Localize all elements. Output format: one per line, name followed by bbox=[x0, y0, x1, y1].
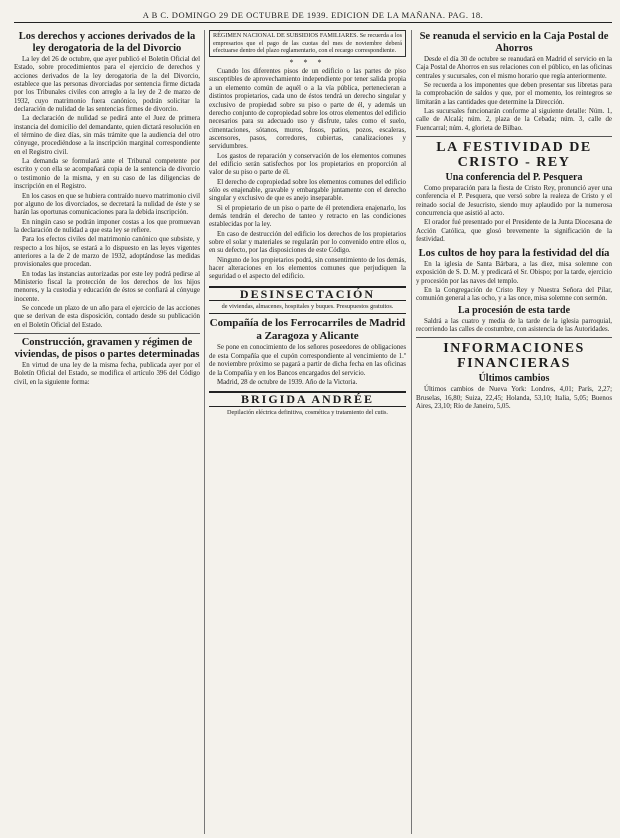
paragraph: En los casos en que se hubiera contraído nuevo matrimonio civil por alguno de los divorciados, se decretará la nulidad de éste y se harán las oportunas comunicaciones para la debida inscripción. bbox=[14, 192, 200, 217]
paragraph: Se pone en conocimiento de los señores poseedores de obligaciones de esta Compañía que el cupón correspondiente al vencimiento de 1.º de noviembre próximo se pagará a partir de dicha fecha en las oficinas de la Compañía y en los Bancos encargados del servicio. bbox=[209, 344, 406, 377]
paragraph: Se concede un plazo de un año para el ejercicio de las acciones que se derivan de esta disposición, contado desde su publicación en el Boletín Oficial del Estado. bbox=[14, 304, 200, 329]
column-rule bbox=[411, 30, 412, 834]
ad-brigida-title: BRIGIDA ANDRÉE bbox=[209, 391, 406, 406]
divider bbox=[416, 337, 612, 338]
column-middle bbox=[209, 28, 406, 834]
column-rule bbox=[204, 30, 205, 834]
headline-cristo-rey: LA FESTIVIDAD DE CRISTO - REY bbox=[436, 140, 592, 171]
headline-procession: La procesión de esta tarde bbox=[457, 304, 571, 316]
headline-financial: INFORMACIONES FINANCIERAS bbox=[443, 341, 585, 372]
paragraph: En ningún caso se podrán imponer costas a los que promuevan la declaración de nulidad a que esta ley se refiere. bbox=[14, 218, 200, 234]
ad-desinsectacion-text: de viviendas, almacenes, hospitales y buques. Presupuestos gratuitos. bbox=[221, 303, 394, 311]
paragraph: Ninguno de los propietarios podrá, sin consentimiento de los demás, hacer alteraciones en los elementos comunes que perjudiquen la seguridad o el aspecto del edificio. bbox=[209, 256, 406, 281]
paragraph: La declaración de nulidad se pedirá ante el Juez de primera instancia del domicilio del demandante, quien dictará resolución en el término de diez días, sin más trámite que la audiencia del otro cónyuge, procediéndose a la inscripción marginal correspondiente en el Registro civil. bbox=[14, 115, 200, 156]
paragraph: En virtud de una ley de la misma fecha, publicada ayer por el Boletín Oficial del Estado, se modifica el artículo 396 del Código civil, en la siguiente forma: bbox=[14, 362, 200, 386]
paragraph: Los gastos de reparación y conservación de los elementos comunes del edificio serán satisfechos por los propietarios en proporción al valor de su piso o parte de él. bbox=[209, 152, 406, 177]
notice-box: RÉGIMEN NACIONAL DE SUBSIDIOS FAMILIARES. Se recuerda a los empresarios que el pago de las cuotas del mes de noviembre deberá efectuarse dentro del plazo reglamentario, con el recargo correspondiente. bbox=[209, 30, 406, 57]
paragraph: La demanda se formulará ante el Tribunal competente por escrito y con ella se acompañará copia de la sentencia de divorcio o testimonio de la misma, y en su caso de las diligencias de inscripción en el Registro. bbox=[14, 158, 200, 191]
column-left bbox=[14, 28, 200, 834]
headline-housing: Construcción, gravamen y régimen de viviendas, de pisos o partes determinadas bbox=[14, 337, 200, 360]
paragraph: Para los efectos civiles del matrimonio canónico que subsiste, y respecto a los hijos, se estará a lo dispuesto en las leyes vigentes anteriores a la de 2 de marzo de 1932, adoptándose las medidas provisionales que procedan. bbox=[14, 236, 200, 269]
headline-postal-savings: Se reanuda el servicio en la Caja Postal de Ahorros bbox=[419, 31, 609, 54]
paragraph: En caso de destrucción del edificio los derechos de los propietarios sobre el solar y materiales se regularán por lo convenido entre ellos o, en su defecto, por las disposiciones de este Código. bbox=[209, 230, 406, 255]
divider bbox=[416, 136, 612, 137]
paragraph: En la iglesia de Santa Bárbara, a las diez, misa solemne con exposición de S. D. M. y predicará el Sr. Obispo; por la tarde, ejercicio y procesión por las naves del templo. bbox=[416, 261, 612, 285]
paragraph: Madrid, 28 de octubre de 1939. Año de la Victoria. bbox=[217, 378, 358, 386]
headline-cultos: Los cultos de hoy para la festividad del día bbox=[418, 247, 610, 259]
paragraph: Si el propietario de un piso o parte de él pretendiera enajenarlo, los demás tendrán el derecho de tanteo y retracto en las condiciones establecidas por la ley. bbox=[209, 204, 406, 229]
headline-divorce-law: Los derechos y acciones derivados de la ley derogatoria de la del Divorcio bbox=[18, 31, 196, 54]
ad-desinsectacion-title: DESINSECTACIÓN bbox=[209, 286, 406, 301]
paragraph: Se recuerda a los imponentes que deben presentar sus libretas para la comprobación de saldos y que, por el momento, los reintegros se limitarán a las cantidades que determine la Dirección. bbox=[416, 82, 612, 106]
paragraph: Cuando los diferentes pisos de un edificio o las partes de piso susceptibles de aprovechamiento independiente por tener salida propia a un elemento común de aquél o a la vía pública, pertenecieran a distintos propietarios, cada uno de éstos tendrá un derecho singular y exclusivo de propiedad sobre su piso o parte de él, y además un derecho conjunto de copropiedad sobre los otros elementos del edificio necesarios para su adecuado uso y disfrute, tales como el suelo, cimentaciones, sótanos, muros, fosos, patios, pozos, escaleras, ascensores, pasos, corredores, cubiertas, canalizaciones y servidumbres. bbox=[209, 68, 406, 151]
newspaper-page bbox=[14, 8, 612, 834]
ad-railway-title: Compañía de los Ferrocarriles de Madrid a Zaragoza y Alicante bbox=[209, 313, 406, 342]
subheadline-latest-rates: Últimos cambios bbox=[478, 373, 550, 385]
paragraph: El derecho de copropiedad sobre los elementos comunes del edificio sólo es enajenable, gravable y embargable juntamente con el derecho singular y exclusivo de que es anejo inseparable. bbox=[209, 178, 406, 203]
paragraph: En todas las instancias autorizadas por este ley podrá pedirse al Ministerio fiscal la protección de los derechos de los hijos menores, y la custodia y educación de éstos se confiará al cónyuge inocente. bbox=[14, 270, 200, 303]
column-right bbox=[416, 28, 612, 834]
masthead: A B C. DOMINGO 29 DE OCTUBRE DE 1939. EDICION DE LA MAÑANA. PAG. 18. bbox=[14, 8, 612, 23]
paragraph: Saldrá a las cuatro y media de la tarde de la iglesia parroquial, recorriendo las calles de costumbre, con asistencia de las Autoridades. bbox=[416, 317, 612, 334]
paragraph: En la Congregación de Cristo Rey y Nuestra Señora del Pilar, comunión general a las ocho, y a las once, misa solemne con sermón. bbox=[416, 287, 612, 303]
paragraph: Como preparación para la fiesta de Cristo Rey, pronunció ayer una conferencia el P. Pesquera, que versó sobre la realeza de Cristo y el reinado social de Jesucristo, siendo muy aplaudido por la numerosa concurrencia que asistió al acto. bbox=[416, 185, 612, 218]
paragraph: Desde el día 30 de octubre se reanudará en Madrid el servicio en la Caja Postal de Ahorros en sus relaciones con el público, en las oficinas centrales y sucursales, con el mismo horario que regía anteriormente. bbox=[416, 56, 612, 80]
subheadline-conference: Una conferencia del P. Pesquera bbox=[445, 172, 583, 184]
paragraph: Las sucursales funcionarán conforme al siguiente detalle: Núm. 1, calle de Alcalá; núm. 2, plaza de la Cebada; núm. 3, calle de Fuencarral; núm. 4, glorieta de Bilbao. bbox=[416, 108, 612, 132]
paragraph: La ley del 26 de octubre, que ayer publicó el Boletín Oficial del Estado, sobre procedimientos para el ejercicio de derechos y acciones derivados de la ley derogatoria de la del Divorcio, establece que las personas divorciadas por sentencia firme dictada por los Tribunales civiles con arreglo a la ley de 2 de marzo de 1932, cuyo matrimonio fuera canónico, podrán solicitar la declaración de nulidad de las sentencias firmes de divorcio. bbox=[14, 56, 200, 114]
ornament: * * * bbox=[289, 57, 326, 67]
paragraph: El orador fué presentado por el Presidente de la Junta Diocesana de Acción Católica, que glosó brevemente la significación de la festividad. bbox=[416, 219, 612, 244]
divider bbox=[14, 333, 200, 334]
paragraph: Últimos cambios de Nueva York: Londres, 4,01; París, 2,27; Bruselas, 16,80; Suiza, 22,45; Holanda, 53,10; Italia, 5,05; Buenos Aires, 23,10; Río de Janeiro, 5,05. bbox=[416, 386, 612, 411]
ad-brigida-text: Depilación eléctrica definitiva, cosmética y tratamiento del cutis. bbox=[227, 408, 388, 416]
